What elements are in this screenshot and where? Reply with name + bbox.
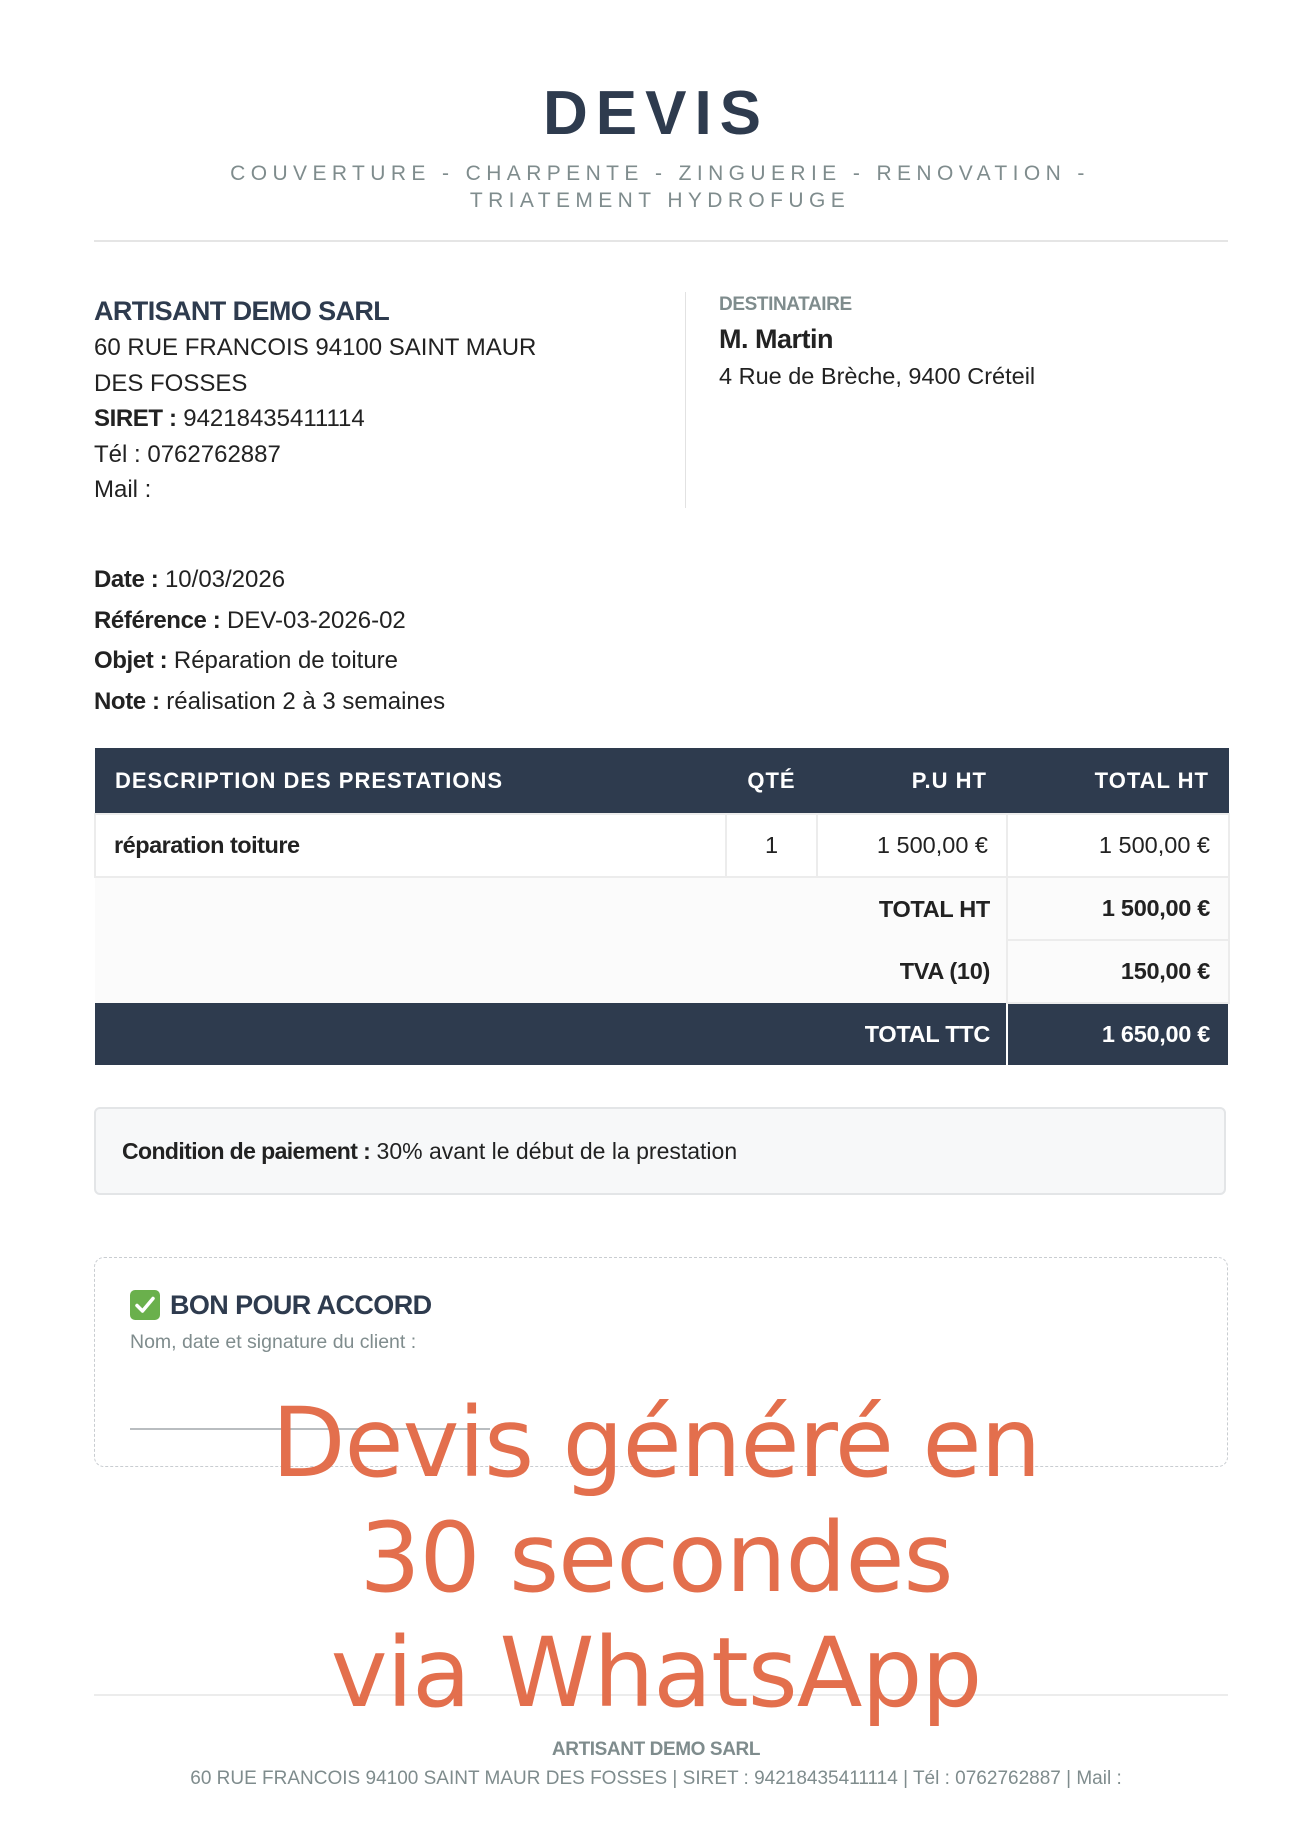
total-ttc-value: 1 650,00 € <box>1007 1003 1229 1066</box>
date-value: 10/03/2026 <box>164 566 286 593</box>
recipient-block <box>719 292 1199 394</box>
payment-value: 30% avant le début de la prestation <box>376 1138 738 1164</box>
tva-row <box>95 940 1229 1003</box>
mail-label: Mail : <box>94 476 152 503</box>
siret-label: SIRET : <box>94 405 177 432</box>
sender-address-line-1: 60 RUE FRANCOIS 94100 SAINT MAUR <box>94 334 537 361</box>
siret-value: 94218435411114 <box>183 405 365 432</box>
column-header-description: DESCRIPTION DES PRESTATIONS <box>95 748 726 814</box>
check-mark-button-icon <box>130 1290 160 1320</box>
meta-note <box>94 682 794 723</box>
services-table <box>94 748 1230 1067</box>
meta-object <box>94 641 794 682</box>
row-description: réparation toiture <box>95 814 726 877</box>
recipient-label: DESTINATAIRE <box>719 294 852 315</box>
address-divider <box>685 292 686 508</box>
signature-title <box>130 1286 432 1324</box>
total-ht-row <box>95 877 1229 940</box>
phone-value: 0762762887 <box>147 440 281 468</box>
recipient-address: 4 Rue de Brèche, 9400 Créteil <box>719 363 1036 389</box>
tva-value: 150,00 € <box>1007 940 1229 1003</box>
promo-line-2: 30 secondes <box>359 1502 953 1614</box>
promo-line-1: Devis généré en <box>271 1387 1041 1499</box>
column-header-total: TOTAL HT <box>1007 748 1229 814</box>
payment-label: Condition de paiement : <box>122 1138 371 1164</box>
tva-label: TVA (10) <box>95 940 1007 1003</box>
footer-company: ARTISANT DEMO SARL <box>551 1739 761 1760</box>
recipient-name: M. Martin <box>719 324 833 354</box>
footer-info: 60 RUE FRANCOIS 94100 SAINT MAUR DES FOSSES | SIRET : 94218435411114 | Tél : 0762762887 | Mail : <box>190 1768 1122 1789</box>
sender-address-line-2: DES FOSSES <box>94 369 248 397</box>
signature-hint: Nom, date et signature du client : <box>130 1331 417 1353</box>
meta-reference <box>94 601 794 642</box>
date-label: Date : <box>94 566 159 593</box>
table-header-row <box>95 748 1229 814</box>
subtitle-line-1: COUVERTURE - CHARPENTE - ZINGUERIE - RENOVATION - <box>230 162 1090 185</box>
object-value: Réparation de toiture <box>173 647 399 674</box>
sender-phone <box>94 437 654 473</box>
meta-date <box>94 560 794 601</box>
sender-mail <box>94 472 654 508</box>
total-ttc-label: TOTAL TTC <box>95 1003 1007 1066</box>
total-ttc-row <box>95 1003 1229 1066</box>
object-label: Objet : <box>94 647 168 674</box>
sender-siret <box>94 401 654 437</box>
phone-label: Tél : <box>94 440 141 468</box>
promo-line-3: via WhatsApp <box>330 1617 982 1729</box>
reference-value: DEV-03-2026-02 <box>227 606 406 634</box>
document-title: DEVIS <box>542 79 770 148</box>
payment-conditions <box>94 1107 1226 1195</box>
row-unit-price: 1 500,00 € <box>817 814 1007 877</box>
total-ht-label: TOTAL HT <box>95 877 1007 940</box>
note-value: réalisation 2 à 3 semaines <box>166 687 446 715</box>
header-divider <box>94 240 1228 242</box>
reference-label: Référence : <box>94 606 221 634</box>
promo-overlay <box>0 1386 1312 1731</box>
column-header-qty: QTÉ <box>726 748 817 814</box>
subtitle-line-2: TRIATEMENT HYDROFUGE <box>469 189 851 212</box>
column-header-unit-price: P.U HT <box>817 748 1007 814</box>
note-label: Note : <box>94 687 160 715</box>
total-ht-value: 1 500,00 € <box>1007 877 1229 940</box>
quote-meta <box>94 560 794 722</box>
table-row <box>95 814 1229 877</box>
signature-title-text: BON POUR ACCORD <box>170 1290 432 1320</box>
sender-company: ARTISANT DEMO SARL <box>94 296 390 326</box>
trade-subtitle <box>180 160 1140 214</box>
sender-block <box>94 292 654 508</box>
row-qty: 1 <box>726 814 817 877</box>
row-total: 1 500,00 € <box>1007 814 1229 877</box>
